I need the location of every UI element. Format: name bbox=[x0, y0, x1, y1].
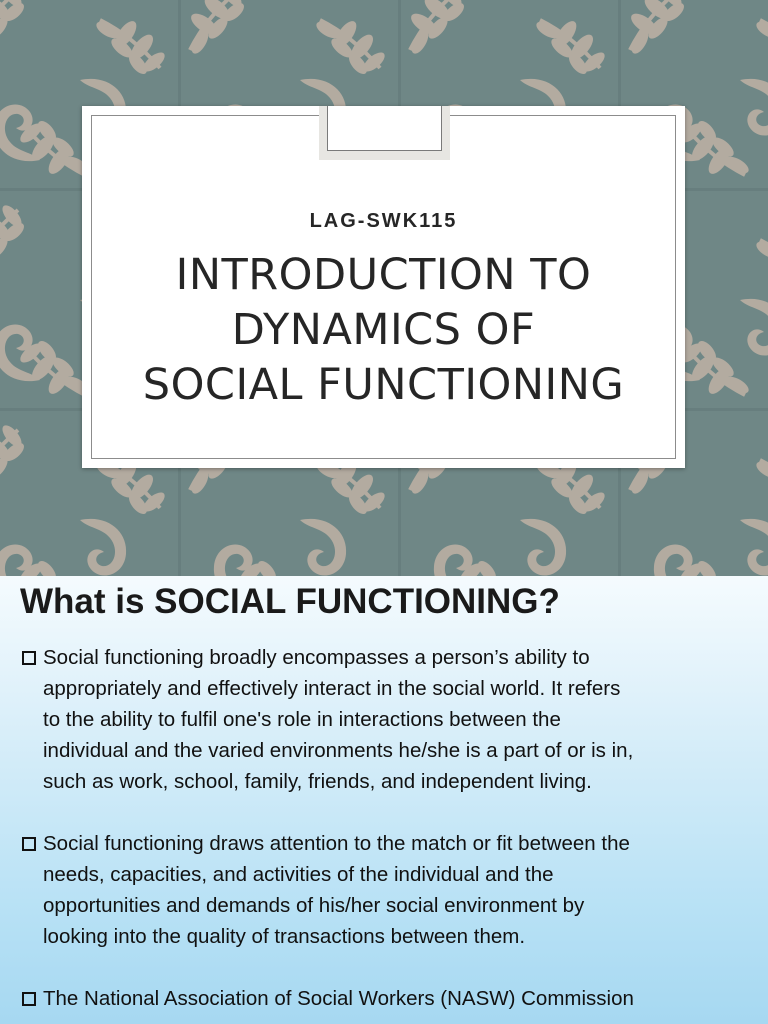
hollow-square-bullet-icon bbox=[22, 837, 36, 851]
bullet-line: Social functioning draws attention to the match or fit between the bbox=[43, 832, 630, 855]
main-title-line: DYNAMICS OF bbox=[231, 305, 536, 355]
slide-heading: What is SOCIAL FUNCTIONING? bbox=[20, 582, 560, 621]
bullet-line: opportunities and demands of his/her social environment by bbox=[43, 894, 585, 917]
main-title-line: SOCIAL FUNCTIONING bbox=[142, 360, 625, 410]
bullet-item bbox=[22, 642, 762, 797]
bullet-line: individual and the varied environments he/she is a part of or is in, bbox=[43, 739, 634, 762]
course-code: LAG-SWK115 bbox=[309, 210, 458, 232]
content-slide bbox=[0, 576, 768, 1024]
main-title-line: INTRODUCTION TO bbox=[175, 250, 592, 300]
bullet-item bbox=[22, 828, 762, 952]
bullet-line: Social functioning broadly encompasses a person’s ability to bbox=[43, 646, 590, 669]
bullet-list bbox=[22, 642, 762, 1024]
bullet-line: appropriately and effectively interact in the social world. It refers bbox=[43, 677, 621, 700]
bullet-line: The National Association of Social Workers (NASW) Commission bbox=[43, 987, 634, 1010]
bullet-text bbox=[43, 642, 762, 797]
bullet-line: looking into the quality of transactions between them. bbox=[43, 925, 526, 948]
hollow-square-bullet-icon bbox=[22, 992, 36, 1006]
bullet-text bbox=[43, 828, 762, 952]
main-title bbox=[82, 248, 685, 413]
bullet-item bbox=[22, 983, 762, 1014]
bullet-line: such as work, school, family, friends, and independent living. bbox=[43, 770, 592, 793]
bullet-line: needs, capacities, and activities of the individual and the bbox=[43, 863, 554, 886]
title-card-tab-inner bbox=[327, 106, 442, 151]
bullet-text bbox=[43, 983, 762, 1014]
title-card bbox=[82, 106, 685, 468]
bullet-line: to the ability to fulfil one's role in interactions between the bbox=[43, 708, 561, 731]
hollow-square-bullet-icon bbox=[22, 651, 36, 665]
